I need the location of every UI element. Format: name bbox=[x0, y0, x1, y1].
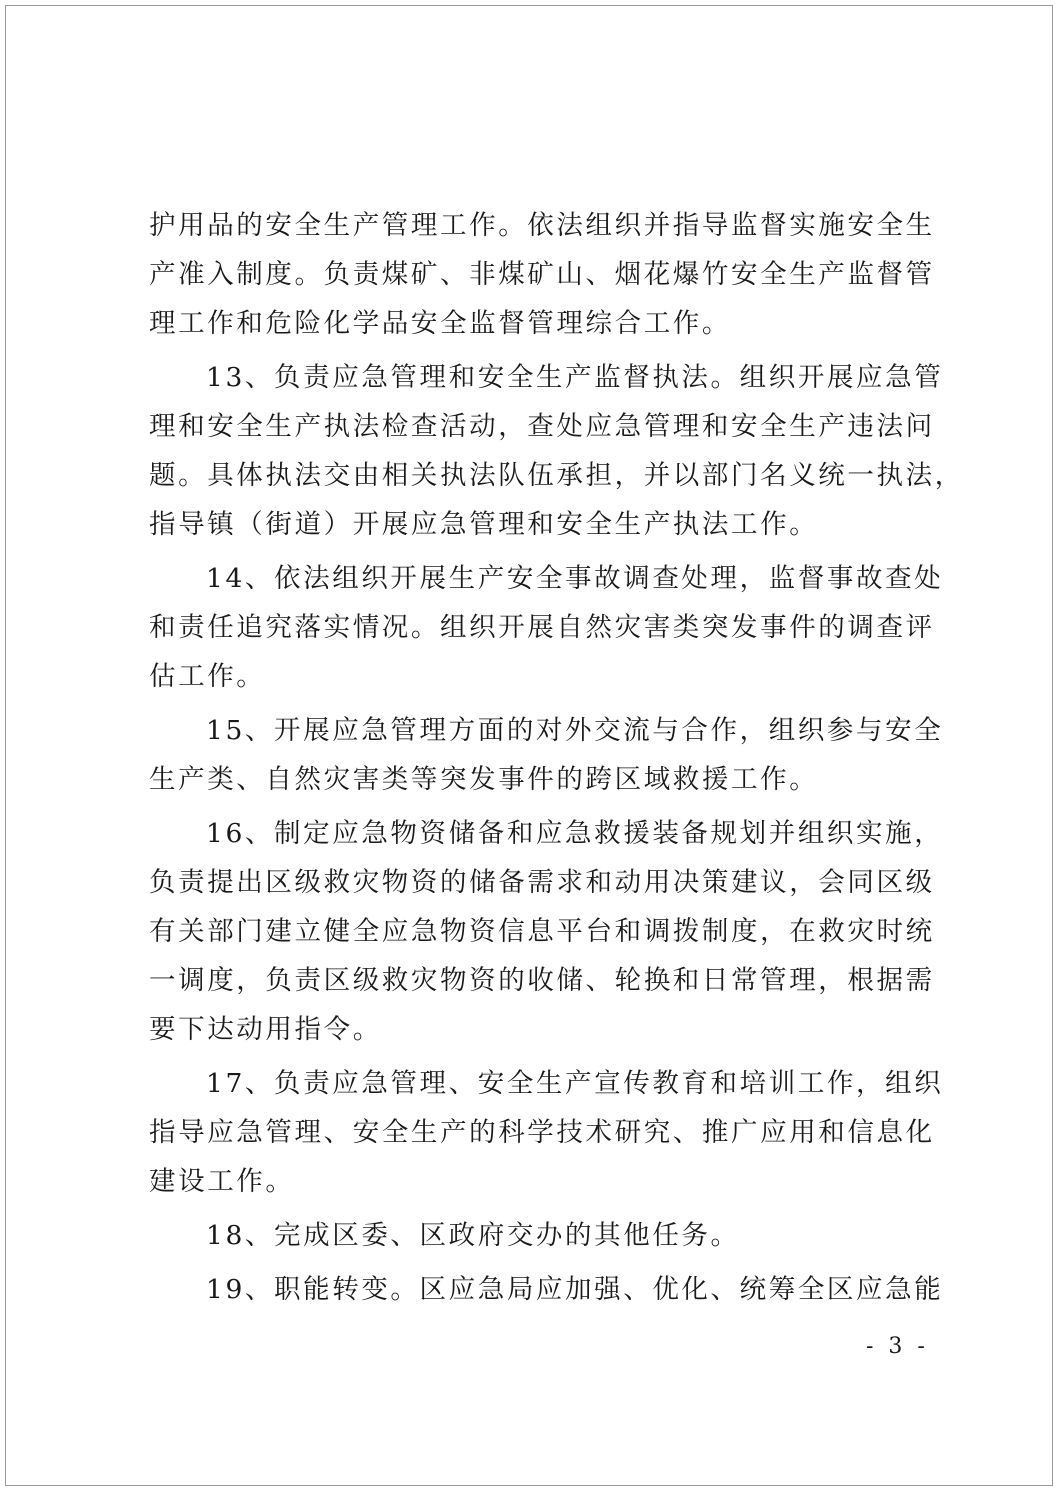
text-line: 19、职能转变。区应急局应加强、优化、统筹全区应急能 bbox=[206, 1274, 944, 1305]
text-line: 15、开展应急管理方面的对外交流与合作，组织参与安全 bbox=[206, 715, 944, 746]
paragraph-continuation bbox=[149, 201, 949, 348]
paragraph-item-17 bbox=[149, 1059, 949, 1206]
text-line: 理和安全生产执法检查活动，查处应急管理和安全生产违法问 bbox=[149, 411, 935, 442]
text-line: 建设工作。 bbox=[149, 1166, 295, 1197]
paragraph-item-16 bbox=[149, 809, 949, 1054]
text-line: 和责任追究落实情况。组织开展自然灾害类突发事件的调查评 bbox=[149, 612, 935, 643]
paragraph-item-13 bbox=[149, 353, 964, 549]
paragraph-item-19 bbox=[149, 1265, 949, 1314]
text-line: 要下达动用指令。 bbox=[149, 1014, 382, 1045]
text-line: 护用品的安全生产管理工作。依法组织并指导监督实施安全生 bbox=[149, 210, 935, 241]
text-line: 生产类、自然灾害类等突发事件的跨区域救援工作。 bbox=[149, 764, 819, 795]
paragraph-item-15 bbox=[149, 706, 949, 804]
text-line: 题。具体执法交由相关执法队伍承担，并以部门名义统一执法， bbox=[149, 460, 964, 491]
text-line: 指导应急管理、安全生产的科学技术研究、推广应用和信息化 bbox=[149, 1117, 935, 1148]
text-line: 13、负责应急管理和安全生产监督执法。组织开展应急管 bbox=[206, 362, 944, 393]
text-line: 产准入制度。负责煤矿、非煤矿山、烟花爆竹安全生产监督管 bbox=[149, 259, 935, 290]
text-line: 理工作和危险化学品安全监督管理综合工作。 bbox=[149, 308, 731, 339]
text-line: 18、完成区委、区政府交办的其他任务。 bbox=[206, 1220, 740, 1251]
body-text bbox=[149, 201, 964, 1319]
text-line: 一调度，负责区级救灾物资的收储、轮换和日常管理，根据需 bbox=[149, 965, 935, 996]
paragraph-item-18 bbox=[149, 1211, 949, 1260]
text-line: 16、制定应急物资储备和应急救援装备规划并组织实施， bbox=[206, 818, 944, 849]
text-line: 指导镇（街道）开展应急管理和安全生产执法工作。 bbox=[149, 509, 819, 540]
text-line: 估工作。 bbox=[149, 661, 266, 692]
paragraph-item-14 bbox=[149, 554, 949, 701]
text-line: 14、依法组织开展生产安全事故调查处理，监督事故查处 bbox=[206, 563, 944, 594]
page-number: - 3 - bbox=[866, 1334, 929, 1359]
text-line: 负责提出区级救灾物资的储备需求和动用决策建议，会同区级 bbox=[149, 867, 935, 898]
text-line: 有关部门建立健全应急物资信息平台和调拨制度，在救灾时统 bbox=[149, 916, 935, 947]
text-line: 17、负责应急管理、安全生产宣传教育和培训工作，组织 bbox=[206, 1068, 944, 1099]
document-page bbox=[5, 5, 1053, 1486]
